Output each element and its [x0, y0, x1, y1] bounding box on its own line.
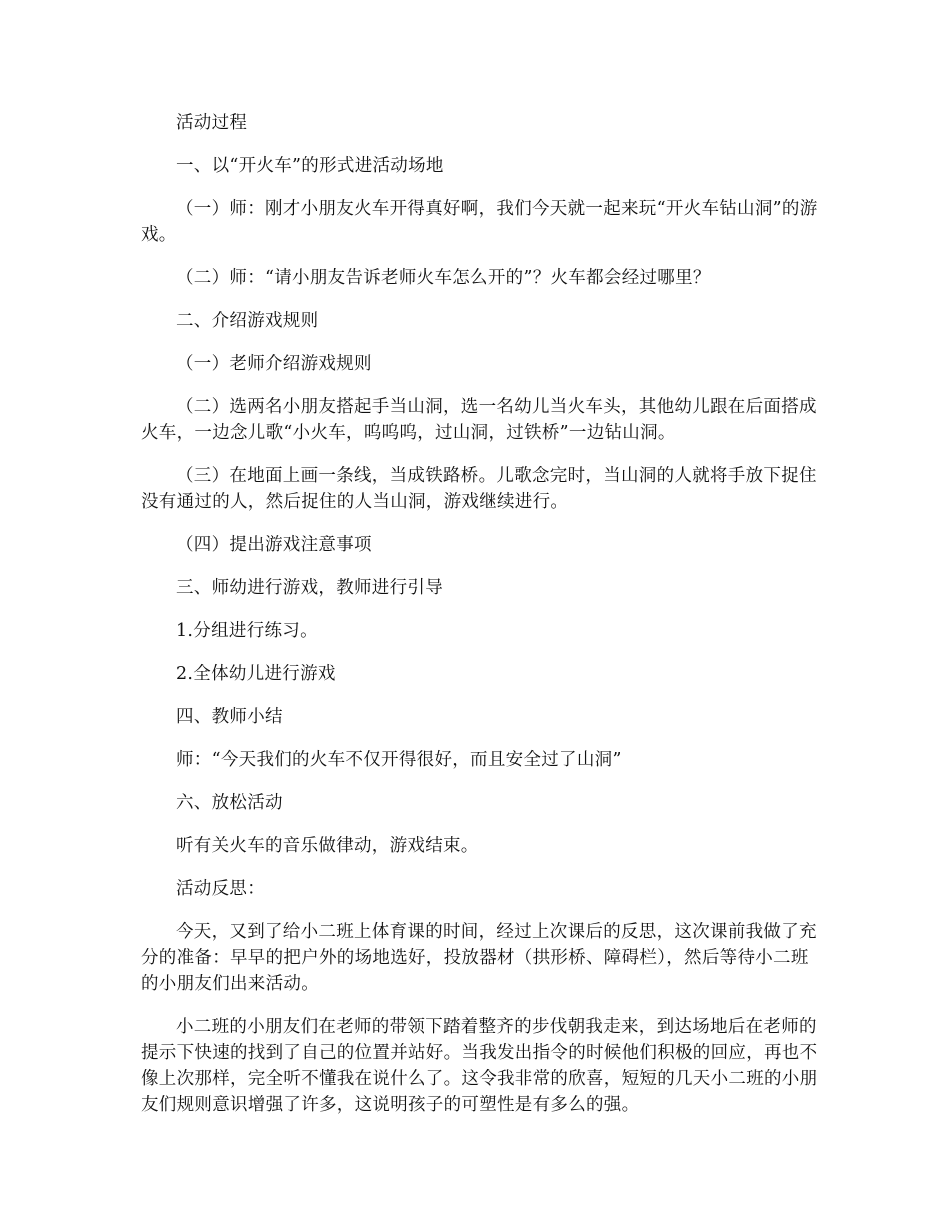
paragraph: （一）老师介绍游戏规则	[176, 354, 372, 374]
step-heading-1: 一、以“开火车”的形式进活动场地	[176, 156, 444, 176]
paragraph: （四）提出游戏注意事项	[176, 535, 372, 555]
document-body	[141, 110, 821, 1135]
section-heading-activity-process: 活动过程	[176, 113, 248, 133]
reflection-paragraph: 小二班的小朋友们在老师的带领下踏着整齐的步伐朝我走来，到达场地后在老师的提示下快速的找到了自己的位置并站好。当我发出指令的时候他们积极的回应，再也不像上次那样，完全听不懂我在说什么了。这令我非常的欣喜，短短的几天小二班的小朋友们规则意识增强了许多，这说明孩子的可塑性是有多么的强。	[141, 1017, 818, 1115]
reflection-paragraph: 今天，又到了给小二班上体育课的时间，经过上次课后的反思，这次课前我做了充分的准备：早早的把户外的场地选好，投放器材（拱形桥、障碍栏），然后等待小二班的小朋友们出来活动。	[141, 922, 817, 994]
step-heading-3: 三、师幼进行游戏，教师进行引导	[176, 578, 443, 598]
paragraph: 听有关火车的音乐做律动，游戏结束。	[176, 836, 479, 856]
step-heading-6: 六、放松活动	[176, 793, 283, 813]
list-item: 1.分组进行练习。	[176, 621, 318, 641]
paragraph: 师：“今天我们的火车不仅开得很好，而且安全过了山洞”	[176, 750, 622, 770]
step-heading-2: 二、介绍游戏规则	[176, 311, 319, 331]
step-heading-4: 四、教师小结	[176, 707, 283, 727]
paragraph: （二）选两名小朋友搭起手当山洞，选一名幼儿当火车头，其他幼儿跟在后面搭成火车，一边念儿歌“小火车，呜呜呜，过山洞，过铁桥”一边钻山洞。	[141, 397, 817, 443]
paragraph: （一）师：刚才小朋友火车开得真好啊，我们今天就一起来玩“开火车钻山洞”的游戏。	[141, 199, 818, 245]
paragraph: （二）师：“请小朋友告诉老师火车怎么开的”？火车都会经过哪里？	[176, 268, 711, 288]
section-heading-reflection: 活动反思：	[176, 879, 265, 899]
list-item: 2.全体幼儿进行游戏	[176, 664, 336, 684]
paragraph: （三）在地面上画一条线，当成铁路桥。儿歌念完时，当山洞的人就将手放下捉住没有通过的人，然后捉住的人当山洞，游戏继续进行。	[141, 466, 817, 512]
